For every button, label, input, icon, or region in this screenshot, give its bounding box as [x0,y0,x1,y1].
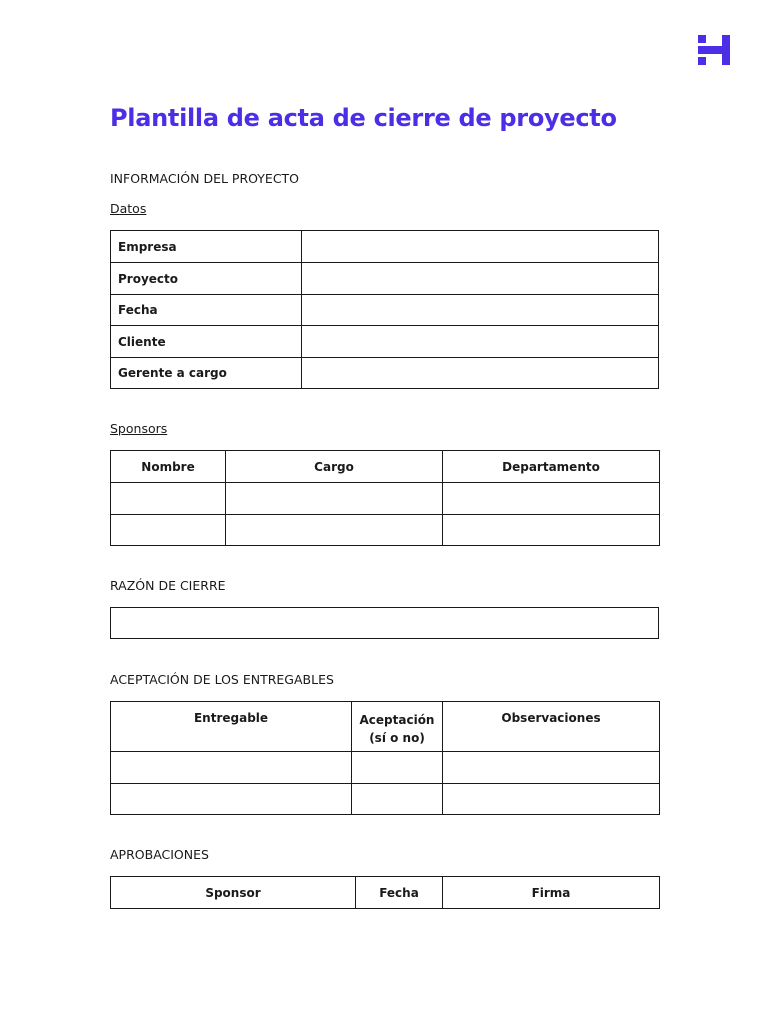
header-aceptacion: Aceptación (sí o no) [352,702,443,752]
header-sponsor: Sponsor [111,877,356,909]
closure-reason-heading: RAZÓN DE CIERRE [110,578,226,593]
sponsor-cargo-cell[interactable] [226,483,443,515]
table-header-row [111,877,660,909]
header-departamento: Departamento [443,451,660,483]
approvals-heading: APROBACIONES [110,847,209,862]
table-row [111,326,659,358]
header-firma: Firma [443,877,660,909]
table-header-row [111,702,660,752]
row-label-cliente: Cliente [111,326,302,358]
proyecto-field[interactable] [302,263,659,295]
page-title: Plantilla de acta de cierre de proyecto [110,104,617,132]
project-info-table [110,230,659,389]
cliente-field[interactable] [302,326,659,358]
row-label-gerente: Gerente a cargo [111,358,302,389]
approvals-table [110,876,660,909]
sponsor-departamento-cell[interactable] [443,515,660,546]
sponsors-label: Sponsors [110,421,168,436]
sponsor-nombre-cell[interactable] [111,483,226,515]
row-label-fecha: Fecha [111,295,302,326]
row-label-proyecto: Proyecto [111,263,302,295]
closure-reason-table [110,607,659,639]
table-row [111,784,660,815]
table-row [111,263,659,295]
table-row [111,295,659,326]
hotmart-logo-icon [698,35,730,65]
observaciones-cell[interactable] [443,752,660,784]
header-nombre: Nombre [111,451,226,483]
sponsor-departamento-cell[interactable] [443,483,660,515]
datos-label: Datos [110,201,147,216]
entregable-cell[interactable] [111,752,352,784]
table-row [111,515,660,546]
table-row [111,608,659,639]
table-row [111,752,660,784]
fecha-field[interactable] [302,295,659,326]
table-header-row [111,451,660,483]
entregable-cell[interactable] [111,784,352,815]
header-entregable: Entregable [111,702,352,752]
table-row [111,358,659,389]
header-cargo: Cargo [226,451,443,483]
sponsors-table [110,450,660,546]
sponsor-nombre-cell[interactable] [111,515,226,546]
table-row [111,483,660,515]
header-observaciones: Observaciones [443,702,660,752]
empresa-field[interactable] [302,231,659,263]
gerente-field[interactable] [302,358,659,389]
closure-reason-field[interactable] [111,608,659,639]
row-label-empresa: Empresa [111,231,302,263]
project-info-heading: INFORMACIÓN DEL PROYECTO [110,171,300,186]
deliverables-table [110,701,660,815]
sponsor-cargo-cell[interactable] [226,515,443,546]
header-fecha: Fecha [356,877,443,909]
table-row [111,231,659,263]
observaciones-cell[interactable] [443,784,660,815]
deliverables-heading: ACEPTACIÓN DE LOS ENTREGABLES [110,672,334,687]
aceptacion-cell[interactable] [352,752,443,784]
aceptacion-cell[interactable] [352,784,443,815]
